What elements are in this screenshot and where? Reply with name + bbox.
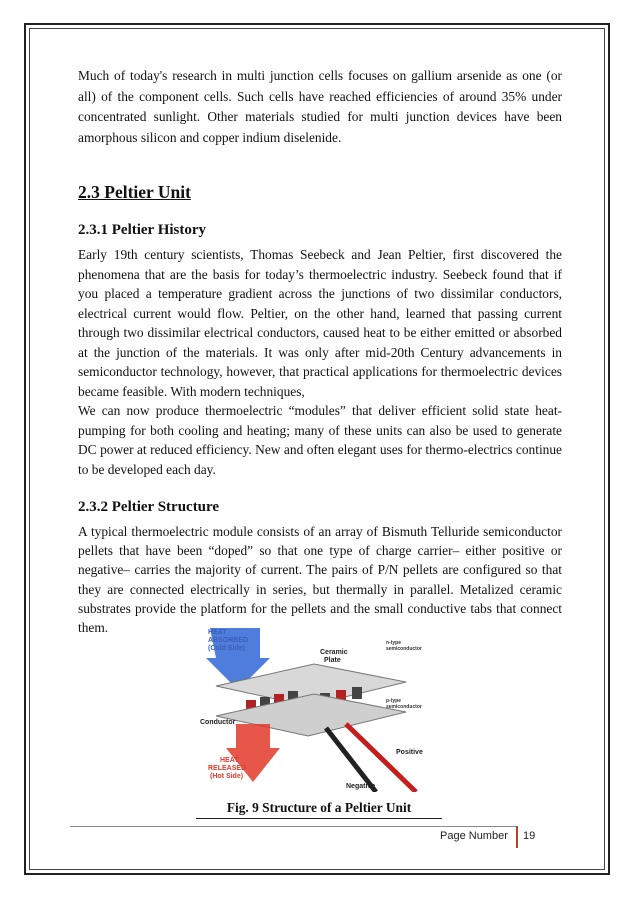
- label-released: RELEASED: [208, 765, 247, 772]
- label-plate: Plate: [324, 657, 341, 664]
- structure-paragraph: A typical thermoelectric module consists of an array of Bismuth Telluride semiconductor pellets that have been “doped” so that one type of charge carrier– either positive or negative– carries the majority of current. The pairs of P/N pellets are configured so that they are connected electrically in series, but thermally in parallel. Metalized ceramic substrates provide the platform for the pellets and the small conductive tabs that connect them.: [78, 524, 562, 636]
- label-conductor: Conductor: [200, 719, 236, 726]
- footer-rule: [70, 826, 567, 827]
- peltier-diagram: [196, 624, 442, 792]
- subsection-heading-history: 2.3.1 Peltier History: [78, 222, 207, 238]
- label-positive: Positive: [396, 749, 423, 756]
- label-n-type: n-type: [386, 640, 401, 646]
- history-paragraph-2: We can now produce thermoelectric “modules” that deliver efficient solid state heat-pumping for both cooling and heating; many of these units can also be used to generate DC power at reduced efficiency. New and often elegant uses for thermo-electrics continue to be developed each day.: [78, 403, 562, 477]
- label-hot-side: (Hot Side): [210, 773, 244, 780]
- section-heading: 2.3 Peltier Unit: [78, 182, 191, 202]
- label-ceramic: Ceramic: [320, 649, 348, 656]
- label-negative: Negative: [346, 783, 376, 790]
- page-number-label: Page Number: [440, 830, 508, 842]
- label-heat-released: HEAT: [220, 757, 239, 764]
- caption-underline: [196, 818, 442, 819]
- history-paragraph-1: Early 19th century scientists, Thomas Seebeck and Jean Peltier, first discovered the phenomena that are the basis for today’s thermoelectric industry. Seebeck found that if you placed a temperature gradient across the junctions of two dissimilar conductors, electrical current would flow. Peltier, on the other hand, learned that passing current through two dissimilar electrical conductors, caused heat to be either emitted or absorbed at the junction of the materials. It was only after mid-20th Century advancements in semiconductor technology, however, that practical applications for thermoelectric devices became feasible. With modern techniques,: [78, 247, 562, 399]
- label-heat-absorbed: HEAT: [208, 629, 227, 636]
- label-cold-side: (Cold Side): [208, 645, 245, 652]
- peltier-structure-figure: [196, 624, 442, 792]
- label-p-type: p-type: [386, 698, 401, 704]
- subsection-heading-structure: 2.3.2 Peltier Structure: [78, 499, 220, 515]
- label-n-semiconductor: semiconductor: [386, 646, 422, 652]
- history-block: [78, 245, 562, 479]
- figure-caption: Fig. 9 Structure of a Peltier Unit: [226, 800, 412, 815]
- intro-paragraph: Much of today's research in multi junction cells focuses on gallium arsenide as one (or all) of the component cells. Such cells have reached efficiencies of around 35% under concentrated sunlight. Other materials studied for multi junction devices have been amorphous silicon and copper indium diselenide.: [78, 68, 562, 145]
- positive-wire: [346, 724, 416, 792]
- label-absorbed: ABSORBED: [208, 637, 249, 644]
- label-p-semiconductor: semiconductor: [386, 704, 422, 710]
- page-number: 19: [523, 830, 536, 842]
